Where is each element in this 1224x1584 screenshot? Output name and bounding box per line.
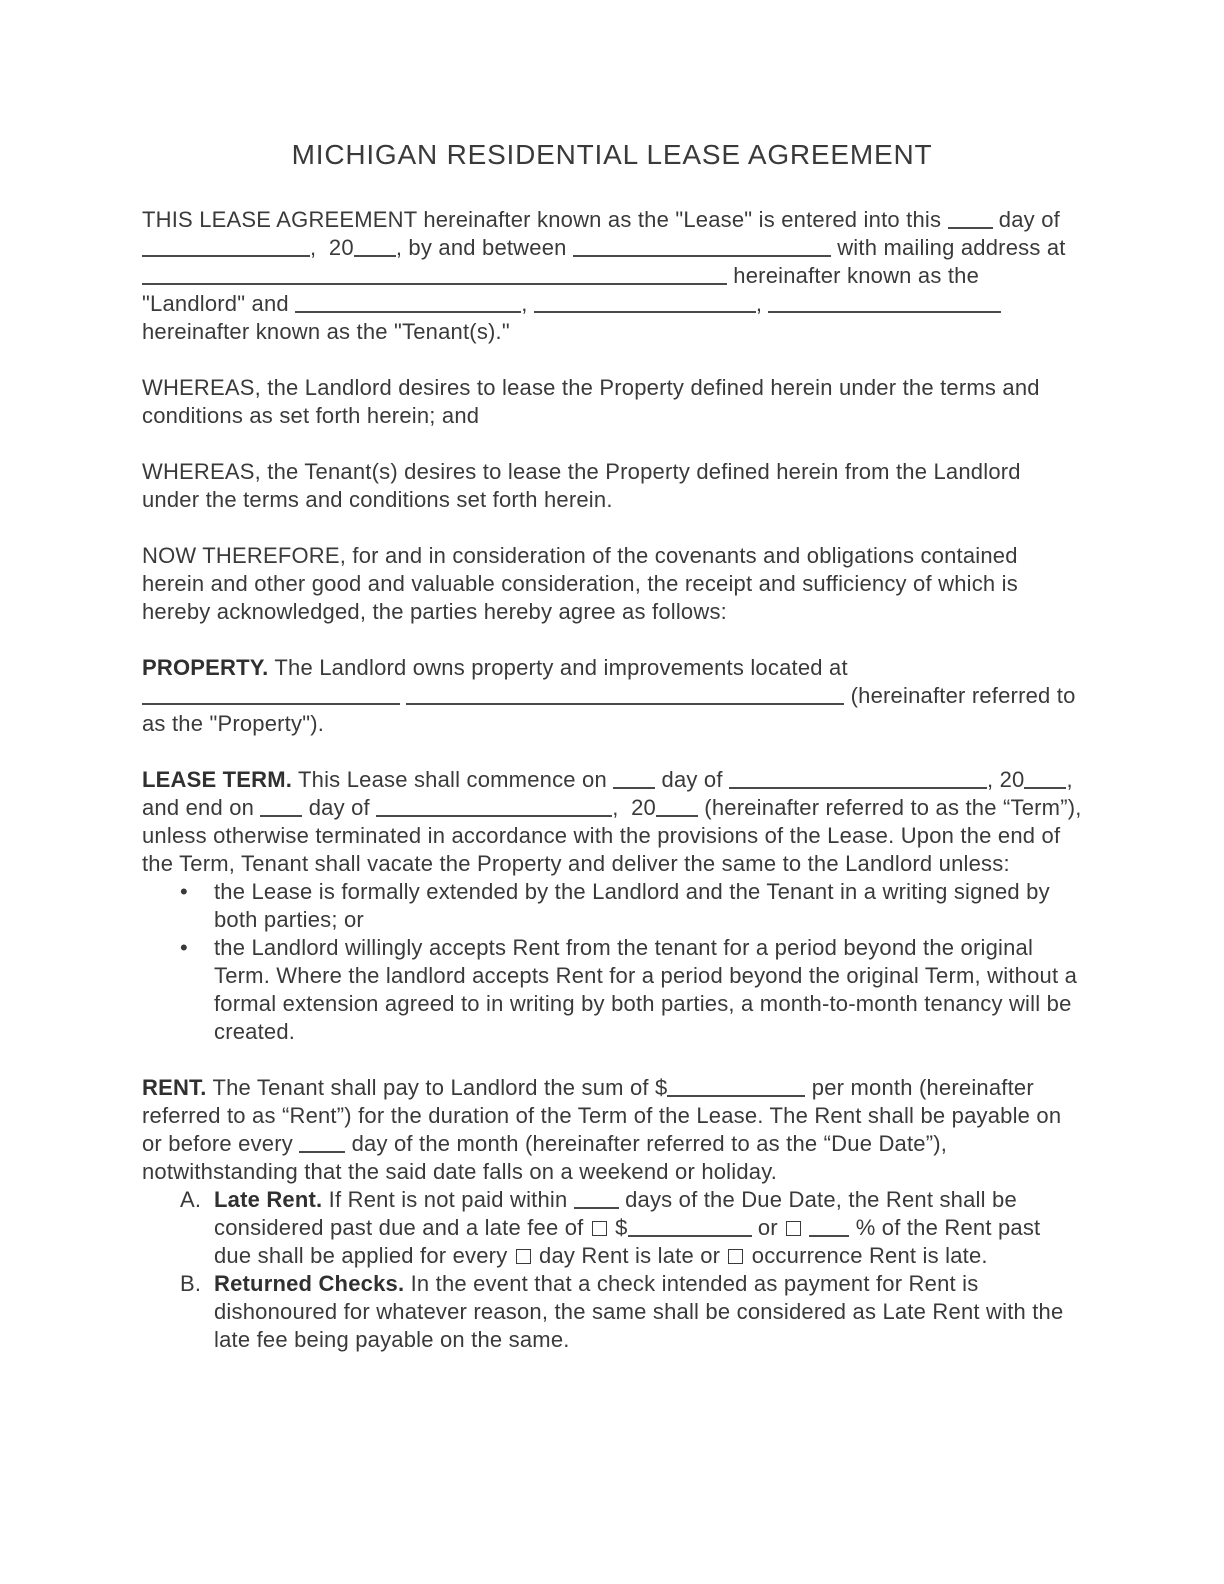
extension-bullet-item [142, 878, 1082, 934]
fill-in-blank [260, 801, 302, 817]
checkbox-icon [592, 1221, 607, 1236]
fill-in-blank [613, 773, 655, 789]
checkbox-icon [786, 1221, 801, 1236]
clause-heading: Returned Checks. [214, 1271, 405, 1296]
clause-heading: PROPERTY. [142, 655, 269, 680]
item-letter: A. [180, 1187, 202, 1212]
list-item-text: Late Rent. If Rent is not paid within days of the Due Date, the Rent shall be considered past due and a late fee of $ or % of the Rent past due shall be applied for every day Rent is late or occurrence Rent is late. [214, 1187, 1041, 1268]
fill-in-blank [295, 297, 521, 313]
returned-checks-item [142, 1270, 1082, 1354]
clause-heading: LEASE TERM. [142, 767, 293, 792]
list-item-text: the Lease is formally extended by the Landlord and the Tenant in a writing signed by both parties; or [214, 879, 1050, 932]
fill-in-blank [628, 1221, 752, 1237]
whereas-landlord-clause: WHEREAS, the Landlord desires to lease the Property defined herein under the terms and conditions as set forth herein; and [142, 375, 1040, 428]
rent-sublist [142, 1186, 1082, 1354]
fill-in-blank [534, 297, 756, 313]
list-item-text: Returned Checks. In the event that a check intended as payment for Rent is dishonoured for whatever reason, the same shall be considered as Late Rent with the late fee being payable on the same. [214, 1271, 1064, 1352]
fill-in-blank [299, 1137, 345, 1153]
property-clause: PROPERTY. The Landlord owns property and improvements located at (hereinafter referred to as the "Property"). [142, 655, 1076, 736]
fill-in-blank [768, 297, 1001, 313]
fill-in-blank [573, 241, 831, 257]
fill-in-blank [1024, 773, 1066, 789]
list-item-text: the Landlord willingly accepts Rent from the tenant for a period beyond the original Term. Where the landlord accepts Rent for a period beyond the original Term, without a formal extension agreed to in writing by both parties, a month-to-month tenancy will be created. [214, 935, 1078, 1044]
checkbox-icon [516, 1249, 531, 1264]
clause-heading: Late Rent. [214, 1187, 323, 1212]
intro-clause: THIS LEASE AGREEMENT hereinafter known as the "Lease" is entered into this day of , 20 , by and between with mailing address at hereinafter known as the "Landlord" and , , hereinafter known as the "Tenant(s)." [142, 207, 1066, 344]
month-to-month-bullet-item [142, 934, 1082, 1046]
item-letter: B. [180, 1271, 202, 1296]
fill-in-blank [729, 773, 987, 789]
document-body [142, 206, 1082, 1354]
bullet-icon: • [180, 879, 188, 904]
fill-in-blank [667, 1081, 805, 1097]
lease-term-clause: LEASE TERM. This Lease shall commence on day of , 20 , and end on day of , 20 (hereinafter referred to as the “Term”), unless otherwise terminated in accordance with the provisions of the Lease. Upon the end of the Term, Tenant shall vacate the Property and deliver the same to the Landlord unless: [142, 767, 1082, 876]
rent-clause: RENT. The Tenant shall pay to Landlord the sum of $ per month (hereinafter referred to as “Rent”) for the duration of the Term of the Lease. The Rent shall be payable on or before every day of the month (hereinafter referred to as the “Due Date”), notwithstanding that the said date falls on a weekend or holiday. [142, 1075, 1062, 1184]
fill-in-blank [656, 801, 698, 817]
bullet-icon: • [180, 935, 188, 960]
fill-in-blank [809, 1221, 849, 1237]
fill-in-blank [142, 269, 727, 285]
fill-in-blank [142, 689, 400, 705]
whereas-tenant-clause: WHEREAS, the Tenant(s) desires to lease the Property defined herein from the Landlord under the terms and conditions set forth herein. [142, 459, 1021, 512]
fill-in-blank [406, 689, 844, 705]
fill-in-blank [948, 213, 993, 229]
late-rent-item [142, 1186, 1082, 1270]
document-title: MICHIGAN RESIDENTIAL LEASE AGREEMENT [291, 139, 933, 170]
lease-term-bullet-list [142, 878, 1082, 1046]
fill-in-blank [354, 241, 396, 257]
now-therefore-clause: NOW THEREFORE, for and in consideration of the covenants and obligations contained herein and other good and valuable consideration, the receipt and sufficiency of which is hereby acknowledged, the parties hereby agree as follows: [142, 543, 1018, 624]
fill-in-blank [574, 1193, 619, 1209]
fill-in-blank [142, 241, 310, 257]
fill-in-blank [376, 801, 612, 817]
clause-heading: RENT. [142, 1075, 207, 1100]
checkbox-icon [728, 1249, 743, 1264]
